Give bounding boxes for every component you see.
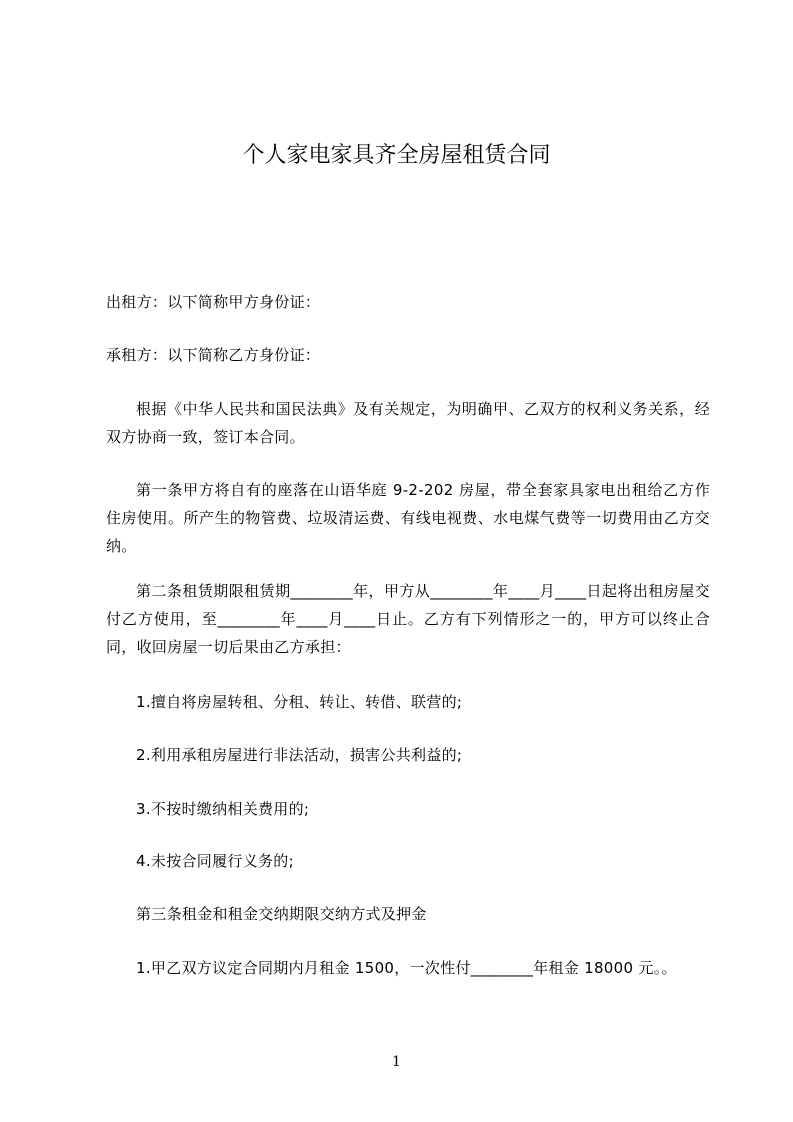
lessor-line: 出租方：以下简称甲方身份证： <box>106 293 321 311</box>
article-one-paragraph: 第一条甲方将自有的座落在山语华庭 9-2-202 房屋，带全套家具家电出租给乙方作住房使用。所产生的物管费、垃圾清运费、有线电视费、水电煤气费等一切费用由乙方交纳。 <box>106 481 710 555</box>
document-title: 个人家电家具齐全房屋租赁合同 <box>242 143 551 168</box>
preamble-paragraph: 根据《中华人民共和国民法典》及有关规定，为明确甲、乙双方的权利义务关系，经双方协商一致，签订本合同。 <box>106 400 710 446</box>
page-number: 1 <box>392 1054 401 1070</box>
list-item-4: 4.未按合同履行义务的; <box>136 852 294 870</box>
article-three-heading: 第三条租金和租金交纳期限交纳方式及押金 <box>136 905 427 923</box>
lessee-line: 承租方：以下简称乙方身份证： <box>106 346 321 364</box>
list-item-3: 3.不按时缴纳相关费用的; <box>136 800 310 818</box>
list-item-2: 2.利用承租房屋进行非法活动，损害公共利益的; <box>136 746 463 764</box>
article-two-paragraph: 第二条租赁期限租赁期________年，甲方从________年____月____日起将出租房屋交付乙方使用，至________年____月____日止。乙方有下列情形之一的，甲方可以终止合同，收回房屋一切后果由乙方承担： <box>106 582 710 656</box>
list-item-1: 1.擅自将房屋转租、分租、转让、转借、联营的; <box>136 693 463 711</box>
rent-item-1: 1.甲乙双方议定合同期内月租金 1500，一次性付________年租金 18000 元。。 <box>136 959 677 977</box>
